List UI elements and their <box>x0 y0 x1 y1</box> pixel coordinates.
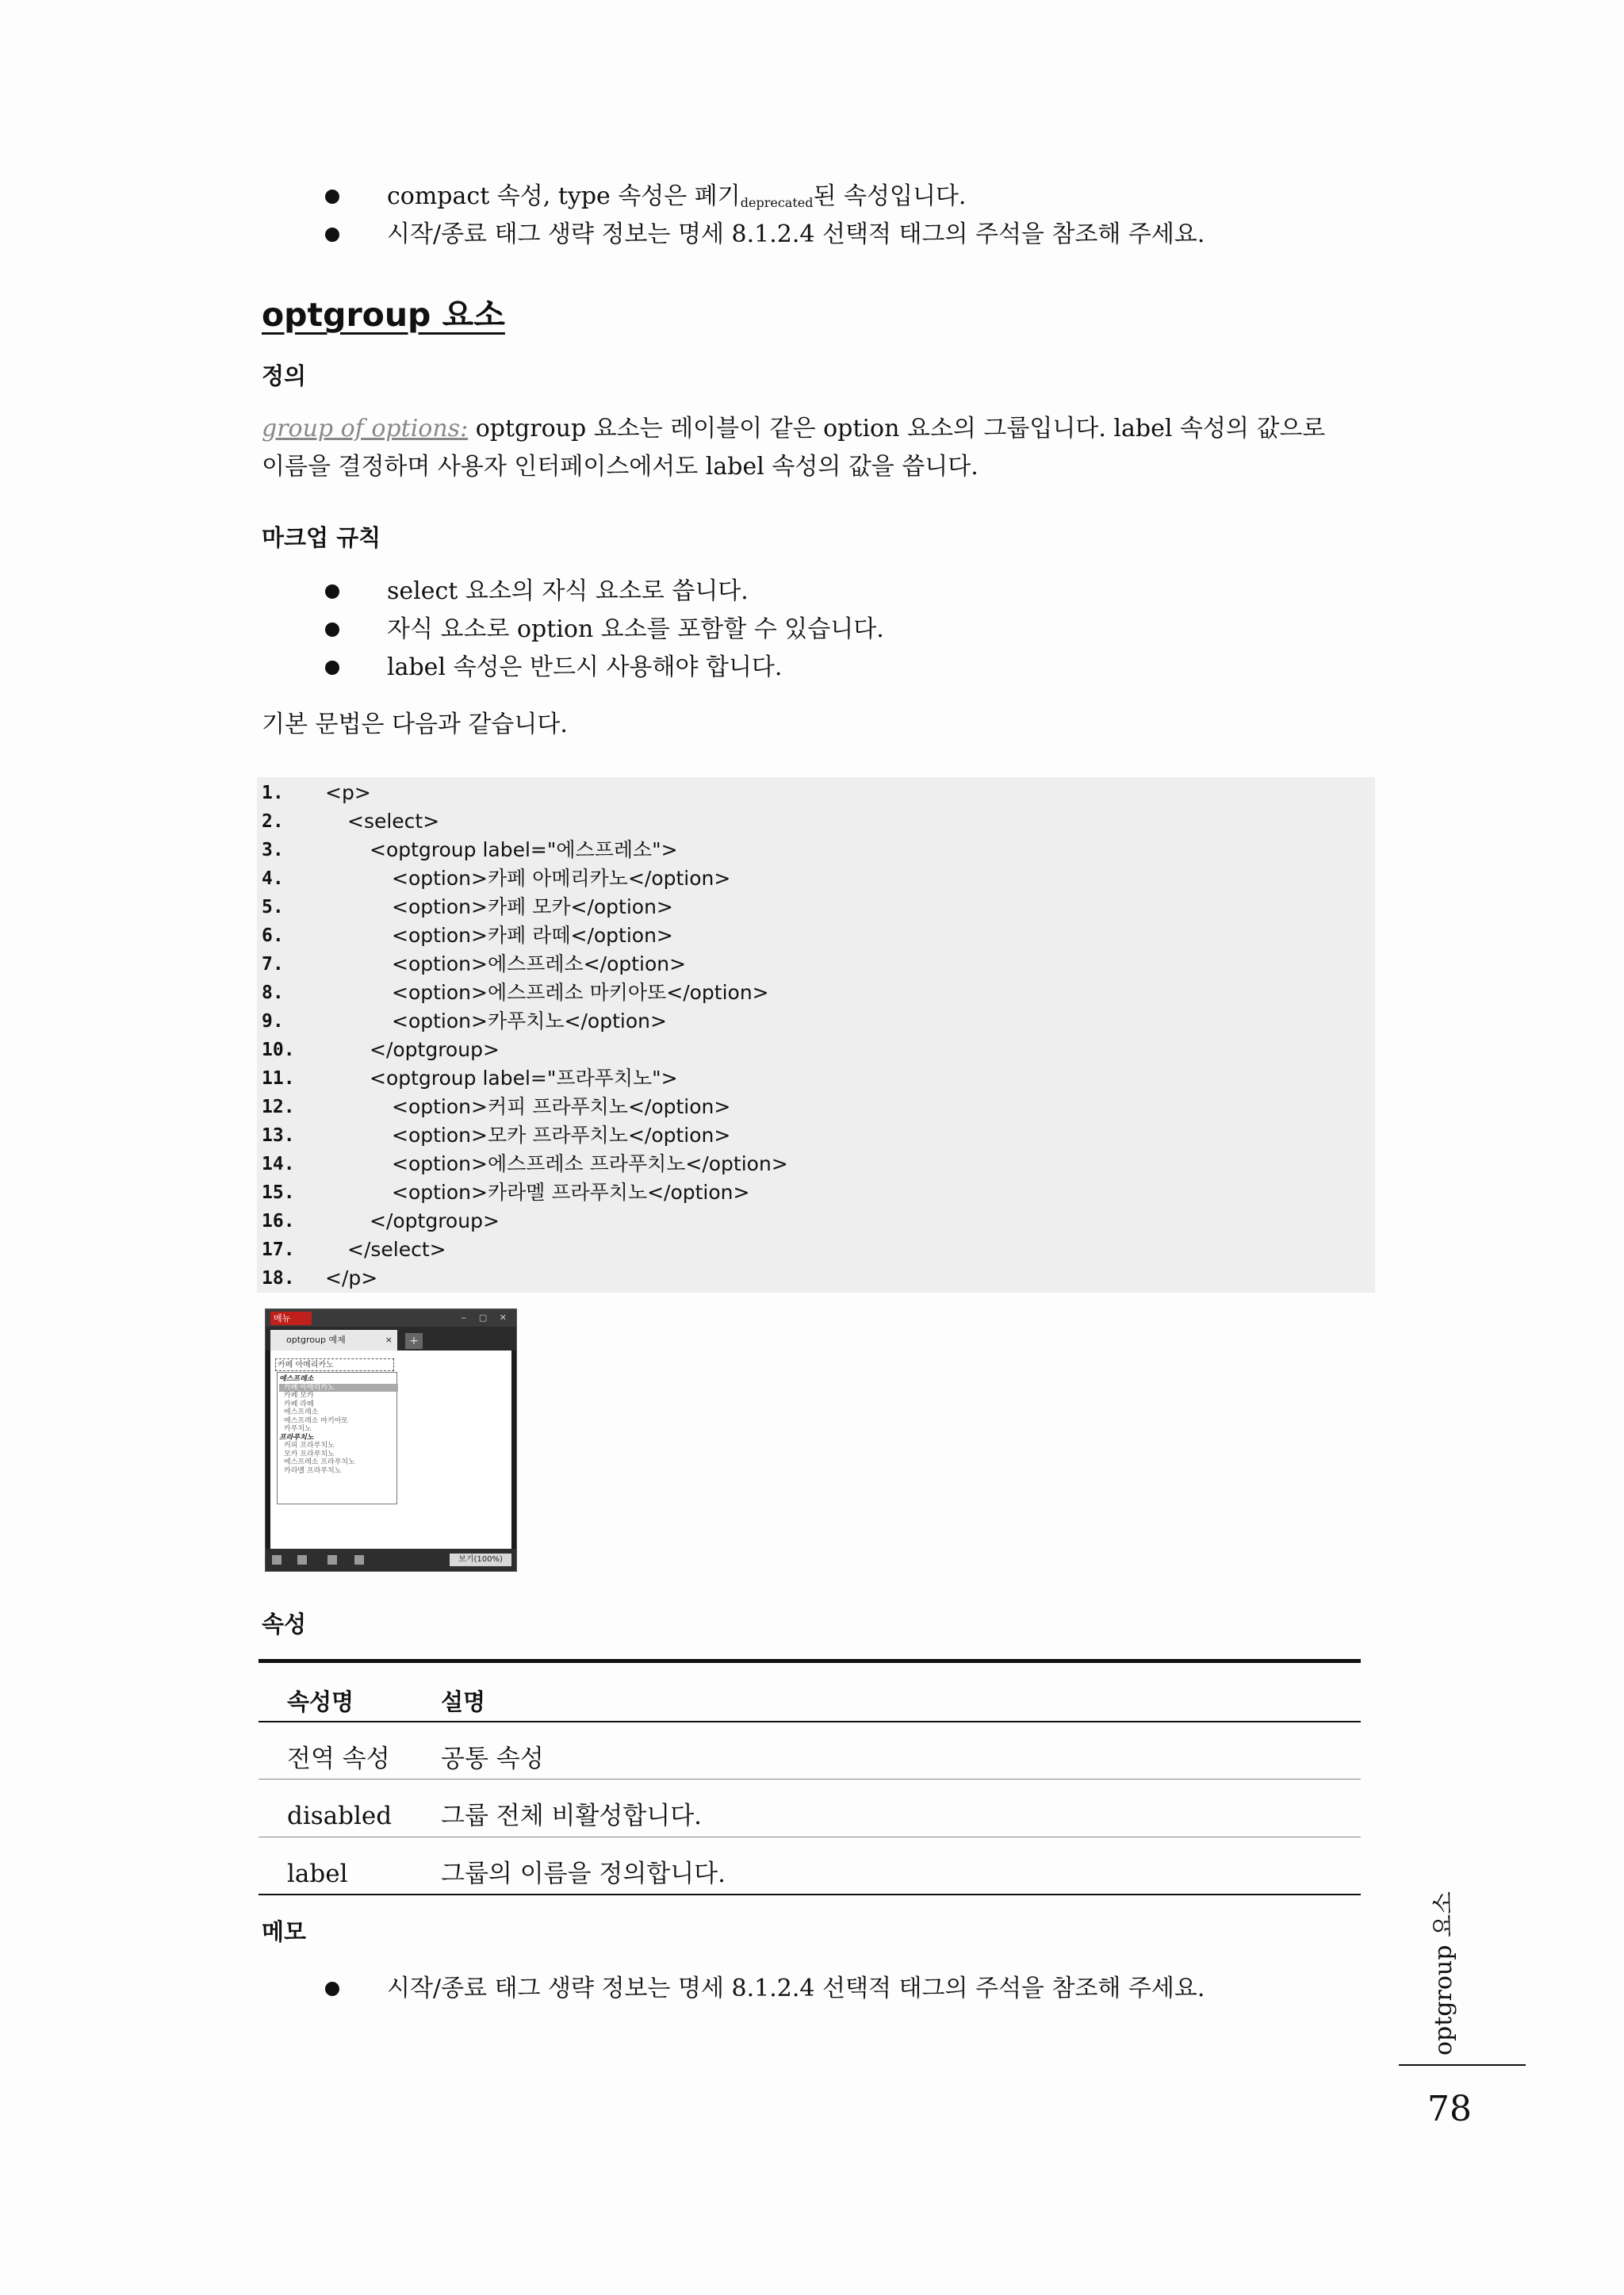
status-icon <box>272 1555 282 1565</box>
zoom-indicator: 보기(100%) <box>450 1554 511 1566</box>
optgroup-label: 프라푸치노 <box>279 1433 314 1442</box>
table-cell-desc: 공통 속성 <box>441 1745 544 1773</box>
table-cell-name: disabled <box>287 1802 393 1830</box>
definition-link[interactable]: group of options: <box>262 415 469 443</box>
select-option: 에스프레소 프라푸치노 <box>284 1458 355 1466</box>
syntax-intro: 기본 문법은 다음과 같습니다. <box>262 711 568 738</box>
status-icon <box>297 1555 307 1565</box>
bullet-icon <box>325 1982 339 1996</box>
bullet-icon <box>325 190 339 204</box>
table-cell-name: 전역 속성 <box>287 1745 390 1773</box>
list-item: 시작/종료 태그 생략 정보는 명세 8.1.2.4 선택적 태그의 주석을 참조해 주세요. <box>387 1973 1205 2005</box>
subscript: deprecated <box>740 195 814 210</box>
table-rule <box>259 1721 1361 1722</box>
table-bottom-rule <box>259 1894 1361 1895</box>
table-cell-desc: 그룹의 이름을 정의합니다. <box>441 1860 726 1888</box>
close-icon: × <box>385 1335 393 1345</box>
list-item: 시작/종료 태그 생략 정보는 명세 8.1.2.4 선택적 태그의 주석을 참조해 주세요. <box>387 219 1205 251</box>
attributes-heading: 속성 <box>262 1611 307 1638</box>
select-box: 카페 아메리카노 <box>275 1358 394 1371</box>
markup-rules-heading: 마크업 규칙 <box>262 524 381 551</box>
table-cell-desc: 그룹 전체 비활성합니다. <box>441 1802 703 1830</box>
browser-screenshot <box>265 1308 517 1572</box>
select-option: 에스프레소 마키아또 <box>284 1416 349 1425</box>
bullet-icon <box>325 584 339 599</box>
browser-statusbar <box>266 1549 516 1571</box>
select-dropdown-list <box>277 1372 397 1504</box>
select-option: 카페 모카 <box>284 1392 314 1400</box>
table-top-rule <box>259 1659 1361 1663</box>
window-controls-icon: ‒ ▢ ✕ <box>461 1312 511 1323</box>
browser-titlebar <box>266 1309 516 1327</box>
new-tab-icon: + <box>405 1333 423 1349</box>
browser-page <box>270 1351 511 1549</box>
browser-tabbar <box>266 1327 516 1351</box>
select-option: 카라멜 프라푸치노 <box>284 1466 342 1475</box>
select-option: 에스프레소 <box>284 1408 319 1416</box>
list-item: label 속성은 반드시 사용해야 합니다. <box>387 652 782 684</box>
select-option: 커피 프라푸치노 <box>284 1442 335 1450</box>
side-rule <box>1399 2064 1526 2066</box>
table-rule <box>259 1779 1361 1780</box>
list-item: compact 속성, type 속성은 폐기$_{deprecated}$된 속성입니다. <box>387 181 966 219</box>
list-item: select 요소의 자식 요소로 씁니다. <box>387 576 749 607</box>
page-number: 78 <box>1427 2089 1472 2129</box>
bullet-icon <box>325 228 339 242</box>
browser-menu-button: 메뉴 <box>270 1312 312 1325</box>
select-option: 카페 아메리카노 <box>279 1384 398 1393</box>
table-header-desc: 설명 <box>441 1688 486 1715</box>
status-icon <box>327 1555 337 1565</box>
page-title: optgroup 요소 <box>262 296 505 334</box>
code-block: 1. <p> 2. <select> 3. <optgroup label="에스프레소"> 4. <option>카페 아메리카노</option> 5. <option>카페 모카</option> 6. <option>카페 라떼</option> 7. <option>에스프레소</option> 8. <option>에스프레소 마키아또</option> 9. <option>카푸치노</option> 10. </optgroup> 11. <optgroup label="프라푸치노"> 12. <option>커피 프라푸치노</option> 13. <option>모카 프라푸치노</option> 14. <option>에스프레소 프라푸치노</option> 15. <option>카라멜 프라푸치노</option> 16. </optgroup> 17. </select> 18. </p> <box>257 777 1375 1293</box>
list-item: 자식 요소로 option 요소를 포함할 수 있습니다. <box>387 614 884 646</box>
select-option: 카푸치노 <box>284 1425 312 1433</box>
bullet-icon <box>325 623 339 637</box>
side-section-label: optgroup 요소 <box>1430 1891 1457 2056</box>
definition-heading: 정의 <box>262 362 307 389</box>
bullet-icon <box>325 661 339 675</box>
optgroup-label: 에스프레소 <box>279 1375 314 1383</box>
select-option: 모카 프라푸치노 <box>284 1450 335 1458</box>
table-header-name: 속성명 <box>287 1688 354 1715</box>
definition-text: group of options: optgroup 요소는 레이블이 같은 option 요소의 그룹입니다. label 속성의 값으로 이름을 결정하며 사용자 인터페이스에서도 label 속성의 값을 씁니다. <box>262 415 1326 481</box>
memo-heading: 메모 <box>262 1918 307 1945</box>
select-option: 카페 라떼 <box>284 1400 314 1408</box>
browser-tab: optgroup 예제 × <box>270 1330 397 1351</box>
status-icon <box>354 1555 364 1565</box>
table-cell-name: label <box>287 1860 348 1888</box>
